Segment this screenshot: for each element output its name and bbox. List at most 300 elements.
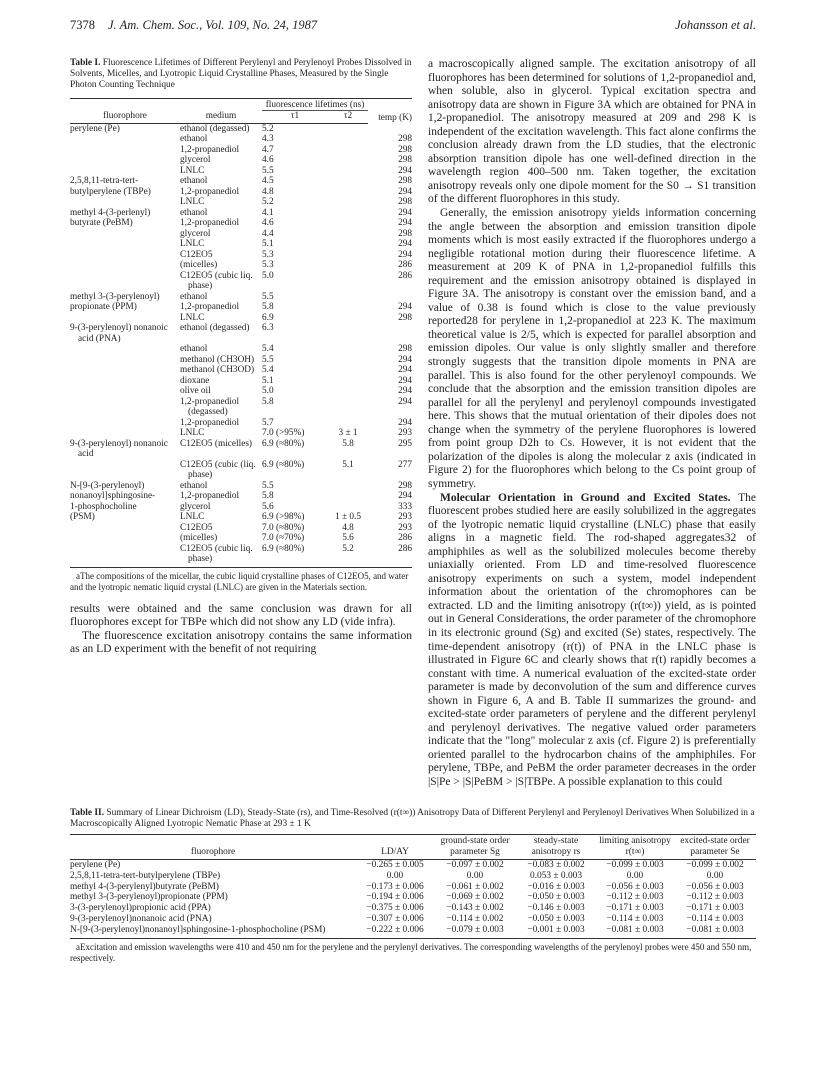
table-row xyxy=(70,365,412,376)
table1-cell-tau2 xyxy=(328,229,368,240)
table1-cell-tau1: 5.0 xyxy=(262,386,274,397)
table1-cell-tau2 xyxy=(328,155,368,166)
table1-cell-tau2 xyxy=(328,145,368,156)
table1-cell-tau2 xyxy=(328,166,368,177)
table1-cell-fluorophore xyxy=(70,250,180,261)
table2-cell-rtinf: −0.112 ± 0.003 xyxy=(606,892,664,903)
table1-cell-tau2 xyxy=(328,376,368,387)
running-header xyxy=(70,18,756,38)
table-row xyxy=(70,914,756,925)
table2-cell-sg: −0.097 ± 0.002 xyxy=(446,860,504,870)
table1-cell-tau2 xyxy=(328,197,368,208)
table1-cell-fluorophore xyxy=(70,460,180,481)
table1-cell-tau1: 6.9 (≈80%) xyxy=(262,438,305,449)
table1-footnote: aThe compositions of the micellar, the cubic liquid crystalline phases of C12EO5, and water and the lyotropic nematic liquid crystal (LNLC) are given in the Materials section. xyxy=(70,570,409,592)
table1-cell-medium: olive oil xyxy=(180,386,211,397)
table1-cell-fluorophore: nonanoyl]sphingosine- xyxy=(70,491,156,502)
table1-cell-medium: C12EO5 (cubic liq. phase) xyxy=(180,544,262,568)
table2-header-sg: ground-state order parameter Sg xyxy=(434,835,516,860)
table1-cell-fluorophore xyxy=(70,271,180,292)
table1-cell-temp: 293 xyxy=(398,522,413,533)
table-row xyxy=(70,313,412,324)
table-row xyxy=(70,292,412,303)
table1-cell-tau2 xyxy=(328,123,368,134)
table1-cell-medium: LNLC xyxy=(180,197,205,208)
table-row xyxy=(70,134,412,145)
table-row xyxy=(70,386,412,397)
table1-cell-medium: 1,2-propanediol xyxy=(180,491,240,502)
table-row xyxy=(70,533,412,544)
table-row xyxy=(70,166,412,177)
table1-cell-temp: 294 xyxy=(398,239,413,250)
table2-cell-sg: 0.00 xyxy=(466,870,484,881)
table1-cell-medium: ethanol xyxy=(180,134,208,145)
left-paragraph-2: The fluorescence excitation anisotropy contains the same information as an LD experiment with the benefit of not requiring xyxy=(70,629,412,656)
left-body-text xyxy=(70,603,412,657)
right-paragraph-3-text: The fluorescent probes studied here are easily solubilized in the aggregates of the lyotropic nematic liquid crystalline (LNLC) phase that easily aligns in a magnetic field. The rod-shaped aggregates32 of amphiphiles as well as the solubilized molecules become thereby uniaxially oriented. From LD and time-resolved fluorescence anisotropy experiments on such a system, model independent information about the orientation of the chromophores can be extracted. LD and the limiting anisotropy (r(t∞)) yield, as is pointed out in General Considerations, the order parameter of the chromophore in its electronic ground (Sg) and excited (Se) states, respectively. The time-dependent anisotropy (r(t)) of PNA in the LNLC phase is illustrated in Figure 6C and clearly shows that r(t) rapidly becomes a constant with time. A numerical evaluation of the excited-state order parameter is made by deconvolution of the sum and difference curves shown in Figure 6, A and B. Table II summarizes the ground- and excited-state order parameters of perylene and the different perylenyl and perylenoyl derivatives. The negative valued order parameters indicate that the "long" molecular z axis (cf. Figure 2) is preferentially oriented parallel to the hydrocarbon chains of the amphiphiles. For perylene, TBPe, and PeBM the order parameter decreases in the order |S|Pe > |S|PeBM > |S|TBPe. A possible explanation to this could xyxy=(428,491,756,788)
table2-cell-rtinf: −0.099 ± 0.003 xyxy=(606,860,664,870)
table1-cell-medium: 1,2-propanediol xyxy=(180,417,240,428)
table1-cell-temp: 294 xyxy=(398,396,413,407)
table-row xyxy=(70,302,412,313)
table2-cell-rtinf: 0.00 xyxy=(626,870,644,881)
table1-cell-tau1: 4.6 xyxy=(262,218,274,229)
table1-cell-tau2 xyxy=(328,250,368,261)
table-row xyxy=(70,428,412,439)
table1-cell-tau2 xyxy=(328,271,368,292)
table1-cell-temp: 294 xyxy=(398,165,413,176)
table1-cell-tau1: 5.6 xyxy=(262,501,274,512)
table1-cell-tau1: 5.3 xyxy=(262,260,274,271)
table1-cell-tau2 xyxy=(328,355,368,366)
table1-caption-text: Fluorescence Lifetimes of Different Perylenyl and Perylenoyl Probes Dissolved in Solvents, Micelles, and Lyotropic Liquid Crystalline Phases, Measured by the Single Photon Counting Technique xyxy=(70,58,412,91)
table1-cell-medium: C12EO5 xyxy=(180,522,213,533)
table2-header-ld: LD/AY xyxy=(356,835,434,860)
table-row xyxy=(70,123,412,134)
table2-block xyxy=(70,808,756,964)
table1-cell-temp: 286 xyxy=(368,544,412,568)
table2-header-rtinf: limiting anisotropy r(t∞) xyxy=(596,835,674,860)
table1-cell-tau2 xyxy=(328,491,368,502)
table1-cell-medium: ethanol xyxy=(180,176,208,187)
table1-cell-fluorophore xyxy=(70,523,180,534)
table1-cell-tau1: 4.5 xyxy=(262,176,274,187)
table1-cell-medium: methanol (CH3OD) xyxy=(180,365,255,376)
table2-cell-se: −0.099 ± 0.002 xyxy=(686,860,744,870)
table1-cell-tau1: 5.8 xyxy=(262,396,274,407)
table1-cell-fluorophore: N-[9-(3-perylenoyl) xyxy=(70,480,145,491)
table1-cell-temp: 293 xyxy=(398,428,413,439)
table2-cell-sg: −0.079 ± 0.003 xyxy=(434,925,516,938)
table1-cell-tau2 xyxy=(328,208,368,219)
table2-cell-sg: −0.114 ± 0.002 xyxy=(446,913,504,924)
table2-cell-rs: 0.053 ± 0.003 xyxy=(529,870,583,881)
left-column xyxy=(70,58,412,657)
table1-cell-medium: 1,2-propanediol xyxy=(180,186,240,197)
table1-cell-tau1: 5.5 xyxy=(262,480,274,491)
table2-cell-fluorophore: 2,5,8,11-tetra-tert-butylperylene (TBPe) xyxy=(70,870,221,881)
table1-cell-fluorophore xyxy=(70,544,180,568)
table-row xyxy=(70,250,412,261)
table2-caption-text: Summary of Linear Dichroism (LD), Steady-State (rs), and Time-Resolved (r(t∞)) Anisotropy Data of Different Perylenyl and Perylenoyl Derivatives When Solubilized in a Macroscopically Aligned Lyotropic Nematic Phase at 293 ± 1 K xyxy=(70,808,755,830)
table1-cell-fluorophore xyxy=(70,134,180,145)
table1-header-lifetimes: fluorescence lifetimes (ns) xyxy=(262,98,368,111)
table1-cell-tau1: 5.1 xyxy=(262,375,274,386)
table1-cell-medium: 1,2-propanediol xyxy=(180,144,240,155)
table2-cell-rs: −0.016 ± 0.003 xyxy=(527,881,585,892)
table2-cell-ld: −0.194 ± 0.006 xyxy=(366,892,424,903)
page-number: 7378 xyxy=(70,18,95,32)
table1-header-temp: temp (K) xyxy=(368,98,412,123)
table2-footnote: aExcitation and emission wavelengths were 410 and 450 nm for the perylene and the perylenyl derivatives. The corresponding wavelengths of the perylenoyl probes were 450 and 550 nm, respectively. xyxy=(70,941,752,963)
table1-cell-fluorophore xyxy=(70,155,180,166)
table1-cell-tau1: 6.3 xyxy=(262,323,274,334)
table1-cell-temp: 293 xyxy=(398,512,413,523)
table1-cell-tau2 xyxy=(328,239,368,250)
table-row xyxy=(70,502,412,513)
table1-cell-temp: 286 xyxy=(398,260,413,271)
table1-cell-tau1: 5.3 xyxy=(262,249,274,260)
table2-cell-fluorophore: N-[9-(3-perylenoyl)nonanoyl]sphingosine-1-phosphocholine (PSM) xyxy=(70,925,356,938)
table2-cell-se: −0.112 ± 0.003 xyxy=(686,892,744,903)
table-row xyxy=(70,439,412,460)
table1-cell-tau2 xyxy=(328,292,368,303)
table-row xyxy=(70,871,756,882)
table1-cell-temp: 277 xyxy=(398,459,413,470)
table1-cell-medium: ethanol xyxy=(180,480,208,491)
table-row xyxy=(70,155,412,166)
table1-cell-temp: 294 xyxy=(398,207,413,218)
table1-cell-medium: ethanol xyxy=(180,291,208,302)
table2-cell-se: −0.171 ± 0.003 xyxy=(686,903,744,914)
table1-cell-tau2 xyxy=(328,323,368,344)
table2-body xyxy=(70,860,756,939)
table1-cell-fluorophore: (PSM) xyxy=(70,512,95,523)
table1-cell-fluorophore: 9-(3-perylenoyl) nonanoic acid (PNA) xyxy=(70,323,168,344)
table-row xyxy=(70,925,756,938)
table2-cell-ld: −0.375 ± 0.006 xyxy=(366,903,424,914)
table2-cell-sg: −0.143 ± 0.002 xyxy=(446,903,504,914)
table1-cell-medium: C12EO5 (cubic (liq. phase) xyxy=(180,459,256,481)
table-row xyxy=(70,460,412,481)
table1-cell-tau2 xyxy=(328,418,368,429)
table2-header-rs: steady-state anisotropy rs xyxy=(516,835,596,860)
table2-cell-fluorophore: 3-(3-perylenoyl)propionic acid (PPA) xyxy=(70,903,211,914)
table1-cell-temp: 298 xyxy=(398,155,413,166)
table1-cell-medium: ethanol xyxy=(180,344,208,355)
table2-cell-ld: 0.00 xyxy=(386,870,404,881)
table-row xyxy=(70,481,412,492)
right-column xyxy=(428,58,756,790)
table1-cell-medium: LNLC xyxy=(180,239,205,250)
table1-cell-fluorophore: propionate (PPM) xyxy=(70,302,137,313)
table2-cell-ld: −0.307 ± 0.006 xyxy=(366,913,424,924)
table-row xyxy=(70,271,412,292)
table1-cell-fluorophore xyxy=(70,197,180,208)
table1-cell-tau1: 4.4 xyxy=(262,228,274,239)
table1-cell-fluorophore xyxy=(70,418,180,429)
table-row xyxy=(70,903,756,914)
table1-cell-tau2: 5.1 xyxy=(342,459,354,470)
table1-cell-medium: LNLC xyxy=(180,512,205,523)
table1-cell-temp xyxy=(368,123,412,134)
table-row xyxy=(70,197,412,208)
table-row xyxy=(70,239,412,250)
table1-cell-temp: 298 xyxy=(398,228,413,239)
table2-cell-rs: −0.050 ± 0.003 xyxy=(527,913,585,924)
table2-cell-fluorophore: 9-(3-perylenoyl)nonanoic acid (PNA) xyxy=(70,913,212,924)
table1-cell-tau1: 5.8 xyxy=(262,302,274,313)
table1-cell-temp: 298 xyxy=(398,134,413,145)
table1-cell-temp: 295 xyxy=(398,438,413,449)
table1-cell-medium: LNLC xyxy=(180,428,205,439)
table1-cell-fluorophore xyxy=(70,355,180,366)
table1-cell-tau2 xyxy=(328,386,368,397)
table1-cell-tau1: 5.4 xyxy=(262,365,274,376)
table2-cell-rs: −0.083 ± 0.002 xyxy=(527,860,585,870)
table-row xyxy=(70,882,756,893)
table2-cell-rs: −0.001 ± 0.003 xyxy=(516,925,596,938)
table-row xyxy=(70,397,412,418)
table1-cell-medium: C12EO5 (cubic liq. phase) xyxy=(180,270,253,292)
table1-cell-fluorophore xyxy=(70,260,180,271)
table1-cell-temp: 294 xyxy=(398,417,413,428)
table-row xyxy=(70,544,412,568)
table1-cell-tau2 xyxy=(328,187,368,198)
right-paragraph-2: Generally, the emission anisotropy yields information concerning the angle between the absorption and emission transition dipole moments which is most easily extracted if the fluorophores undergo a negligible rotational motion during their fluorescence lifetime. A measurement at 209 K of PNA in 1,2-propanediol fulfills this requirement and the emission anisotropy obtained is displayed in Figure 3A. The anisotropy is constant over the emission band, and a value of 0.38 is found which is close to the value previously reported28 for perylene in 1,2-propanediol at 223 K. The maximum theoretical value is 2/5, which is expected for parallel absorption and emission dipoles. Our value is only slightly smaller and therefore strongly suggests that the transition dipole moments in PNA are parallel. This is also found for the other perylenoyl compounds. We conclude that the absorption and the emission transition dipoles are parallel for all the perylenyl and perylenoyl compounds investigated here. This shows that the mutual orientation of their dipoles does not change when the symmetry of the perylene fluorophores is lowered from point group D2h to Cs. However, it is not evident that the polarization of the dipoles is along the molecular z axis (indicated in Figure 2) for the fluorophores which belong to the Cs point group of symmetry. xyxy=(428,207,756,490)
table1-cell-tau1: 6.9 (>98%) xyxy=(262,512,305,523)
table1-cell-medium: ethanol (degassed) xyxy=(180,123,250,134)
table1-cell-tau1: 4.7 xyxy=(262,144,274,155)
table1-cell-medium: ethanol (degassed) xyxy=(180,323,250,334)
table1-caption xyxy=(70,58,412,92)
table1-header-tau2: τ2 xyxy=(328,111,368,124)
table1-cell-tau1: 6.9 xyxy=(262,312,274,323)
table1-cell-temp: 294 xyxy=(398,186,413,197)
table1-body xyxy=(70,123,412,567)
table-row xyxy=(70,512,412,523)
table1-cell-tau1: 5.4 xyxy=(262,344,274,355)
table1-cell-tau2 xyxy=(328,365,368,376)
table1-cell-temp: 294 xyxy=(398,249,413,260)
table1-cell-fluorophore xyxy=(70,533,180,544)
table1-cell-tau1: 5.5 xyxy=(262,165,274,176)
table1-label: Table I. xyxy=(70,58,101,68)
table1-cell-temp xyxy=(368,292,412,303)
table1-cell-medium: C12EO5 (micelles) xyxy=(180,438,253,449)
table2-caption xyxy=(70,808,756,830)
table2-cell-rtinf: −0.081 ± 0.003 xyxy=(596,925,674,938)
table1-cell-temp: 294 xyxy=(398,302,413,313)
table1-header-tau1: τ1 xyxy=(262,111,328,124)
table1-cell-medium: methanol (CH3OH) xyxy=(180,354,255,365)
table1-cell-fluorophore xyxy=(70,239,180,250)
table2-cell-rtinf: −0.171 ± 0.003 xyxy=(606,903,664,914)
table2-label: Table II. xyxy=(70,808,105,818)
table1-cell-fluorophore xyxy=(70,428,180,439)
table2-cell-se: 0.00 xyxy=(706,870,724,881)
table1-cell-temp: 294 xyxy=(398,354,413,365)
table2-cell-fluorophore: methyl 4-(3-perylenyl)butyrate (PeBM) xyxy=(70,881,219,892)
table1-cell-fluorophore xyxy=(70,376,180,387)
table1-cell-fluorophore: 2,5,8,11-tetra-tert- xyxy=(70,176,139,187)
table1-cell-tau1: 4.1 xyxy=(262,207,274,218)
right-paragraph-1: a macroscopically aligned sample. The excitation anisotropy of all fluorophores has been determined for solutions of 1,2-propanediol and, when soluble, also in glycerol. Typical excitation spectra and anisotropy data are shown in Figure 3A which are obtained for PNA in 1,2-propanediol. The anisotropy measured at 209 and 298 K is independent of the excitation wavelength. This fact alone confirms the conclusion already drawn from the LD studies, that the electronic absorption transition dipole has one well-defined direction in the wavelength region 400–500 nm. Taken together, the excitation anisotropy reveals only one dipole moment for the S0 → S1 transition of the different fluorophores in this study. xyxy=(428,58,756,206)
table2-cell-sg: −0.061 ± 0.002 xyxy=(446,881,504,892)
table2-cell-fluorophore: methyl 3-(3-perylenoyl)propionate (PPM) xyxy=(70,892,228,903)
table1-cell-tau1: 7.0 (>95%) xyxy=(262,428,305,439)
table1-cell-tau2: 1 ± 0.5 xyxy=(334,512,362,523)
table1-cell-medium: 1,2-propanediol (degassed) xyxy=(180,396,240,418)
table1-cell-tau2 xyxy=(328,176,368,187)
table2-cell-ld: −0.173 ± 0.006 xyxy=(366,881,424,892)
table1-cell-fluorophore xyxy=(70,313,180,324)
table-row xyxy=(70,892,756,903)
table-row xyxy=(70,523,412,534)
table-row xyxy=(70,176,412,187)
table1-cell-temp: 298 xyxy=(398,197,413,208)
table1-cell-tau1: 7.0 (≈80%) xyxy=(262,522,305,533)
table1-cell-medium: LNLC xyxy=(180,312,205,323)
table1-cell-temp: 294 xyxy=(398,218,413,229)
table1-cell-fluorophore: butyrate (PeBM) xyxy=(70,218,133,229)
table1-cell-tau1: 5.7 xyxy=(262,417,274,428)
table2-header-fluorophore: fluorophore xyxy=(70,835,356,860)
table-row xyxy=(70,376,412,387)
table-row xyxy=(70,187,412,198)
table2-cell-rtinf: −0.056 ± 0.003 xyxy=(606,881,664,892)
table1-cell-fluorophore xyxy=(70,397,180,418)
table1-cell-medium: glycerol xyxy=(180,501,211,512)
table-row xyxy=(70,218,412,229)
table1-cell-medium: LNLC xyxy=(180,165,205,176)
table2-cell-se: −0.114 ± 0.003 xyxy=(686,913,744,924)
table1-cell-tau1: 5.0 xyxy=(262,270,274,281)
table1-cell-temp: 294 xyxy=(398,386,413,397)
table1-cell-fluorophore: butylperylene (TBPe) xyxy=(70,186,151,197)
table1-cell-tau1: 5.2 xyxy=(262,197,274,208)
table1-cell-temp: 286 xyxy=(398,270,413,281)
table1-cell-tau2 xyxy=(328,344,368,355)
table1-cell-temp: 298 xyxy=(398,344,413,355)
table1-cell-tau2 xyxy=(328,481,368,492)
table-row xyxy=(70,229,412,240)
table-row xyxy=(70,208,412,219)
table1-cell-tau1: 5.2 xyxy=(262,123,274,134)
table1-cell-medium: glycerol xyxy=(180,155,211,166)
table2-header-se: excited-state order parameter Se xyxy=(674,835,756,860)
table1-cell-tau2: 5.2 xyxy=(328,544,368,568)
table2-cell-ld: −0.265 ± 0.005 xyxy=(366,860,424,870)
table1-cell-tau2 xyxy=(328,134,368,145)
table2-cell-sg: −0.069 ± 0.002 xyxy=(446,892,504,903)
table1-cell-temp: 286 xyxy=(398,533,413,544)
table1-cell-tau1: 4.6 xyxy=(262,155,274,166)
table-row xyxy=(70,323,412,344)
table1-cell-tau2: 4.8 xyxy=(342,522,354,533)
table-row xyxy=(70,418,412,429)
table1-cell-tau1: 5.5 xyxy=(262,354,274,365)
table2-cell-se: −0.056 ± 0.003 xyxy=(686,881,744,892)
table1-cell-fluorophore xyxy=(70,386,180,397)
table1-cell-tau1: 4.8 xyxy=(262,186,274,197)
table1-cell-tau2: 5.8 xyxy=(342,438,354,449)
table-row xyxy=(70,860,756,871)
table1-cell-temp: 298 xyxy=(398,176,413,187)
table1-cell-temp: 298 xyxy=(398,144,413,155)
table1-cell-fluorophore: 1-phosphocholine xyxy=(70,501,137,512)
table1-cell-temp: 298 xyxy=(398,312,413,323)
table1-cell-tau2 xyxy=(328,502,368,513)
table1-cell-fluorophore: perylene (Pe) xyxy=(70,123,120,134)
journal-citation: J. Am. Chem. Soc., Vol. 109, No. 24, 1987 xyxy=(108,18,318,32)
table1-cell-fluorophore: methyl 3-(3-perylenoyl) xyxy=(70,291,160,302)
table1-cell-medium: ethanol xyxy=(180,207,208,218)
table2 xyxy=(70,834,756,938)
table1-cell-tau1: 6.9 (≈80%) xyxy=(262,544,328,568)
right-body-text xyxy=(428,58,756,790)
table1-cell-medium: 1,2-propanediol xyxy=(180,218,240,229)
table1-cell-temp xyxy=(368,323,412,344)
table2-cell-rs: −0.146 ± 0.003 xyxy=(527,903,585,914)
table1-header-fluorophore: fluorophore xyxy=(70,111,180,124)
table1-cell-tau2 xyxy=(328,260,368,271)
table1-cell-medium: (micelles) xyxy=(180,533,218,544)
table2-cell-se: −0.081 ± 0.003 xyxy=(674,925,756,938)
table1-cell-tau1: 5.1 xyxy=(262,239,274,250)
table2-cell-rs: −0.050 ± 0.003 xyxy=(527,892,585,903)
table1-cell-tau2: 3 ± 1 xyxy=(338,428,358,439)
table1-cell-medium: dioxane xyxy=(180,375,210,386)
table2-cell-ld: −0.222 ± 0.006 xyxy=(356,925,434,938)
table1-cell-fluorophore xyxy=(70,145,180,156)
table-row xyxy=(70,355,412,366)
table1-cell-medium: (micelles) xyxy=(180,260,218,271)
table1-cell-tau2 xyxy=(328,218,368,229)
table1-cell-fluorophore xyxy=(70,229,180,240)
table2-cell-fluorophore: perylene (Pe) xyxy=(70,860,121,870)
running-authors: Johansson et al. xyxy=(675,18,756,32)
table-row xyxy=(70,260,412,271)
table1-cell-tau2 xyxy=(328,302,368,313)
table1-cell-tau2 xyxy=(328,397,368,418)
table1-cell-tau1: 6.9 (≈80%) xyxy=(262,459,305,470)
table1-cell-fluorophore: methyl 4-(3-perlenyl) xyxy=(70,207,151,218)
table1-header-medium: medium xyxy=(180,111,262,124)
section-heading: Molecular Orientation in Ground and Excited States. xyxy=(440,491,731,504)
table1 xyxy=(70,98,412,568)
table1-cell-fluorophore xyxy=(70,344,180,355)
table-row xyxy=(70,491,412,502)
table1-cell-medium: glycerol xyxy=(180,228,211,239)
table1-cell-medium: 1,2-propanediol xyxy=(180,302,240,313)
table-row xyxy=(70,145,412,156)
table1-cell-medium: C12EO5 xyxy=(180,249,213,260)
left-paragraph-1: results were obtained and the same conclusion was drawn for all fluorophores except for TBPe which did not show any LD (vide infra). xyxy=(70,602,412,629)
table1-cell-temp: 294 xyxy=(398,365,413,376)
right-paragraph-3 xyxy=(428,492,756,790)
table1-cell-tau1: 5.5 xyxy=(262,291,274,302)
table1-cell-fluorophore xyxy=(70,365,180,376)
table1-cell-fluorophore xyxy=(70,166,180,177)
table1-cell-tau1: 5.8 xyxy=(262,491,274,502)
table1-cell-temp: 333 xyxy=(398,501,413,512)
table1-cell-temp: 294 xyxy=(398,375,413,386)
table1-cell-fluorophore: 9-(3-perylenoyl) nonanoic acid xyxy=(70,438,168,460)
table1-cell-tau1: 7.0 (≈70%) xyxy=(262,533,305,544)
table2-cell-rtinf: −0.114 ± 0.003 xyxy=(606,913,664,924)
table1-cell-tau2: 5.6 xyxy=(342,533,354,544)
